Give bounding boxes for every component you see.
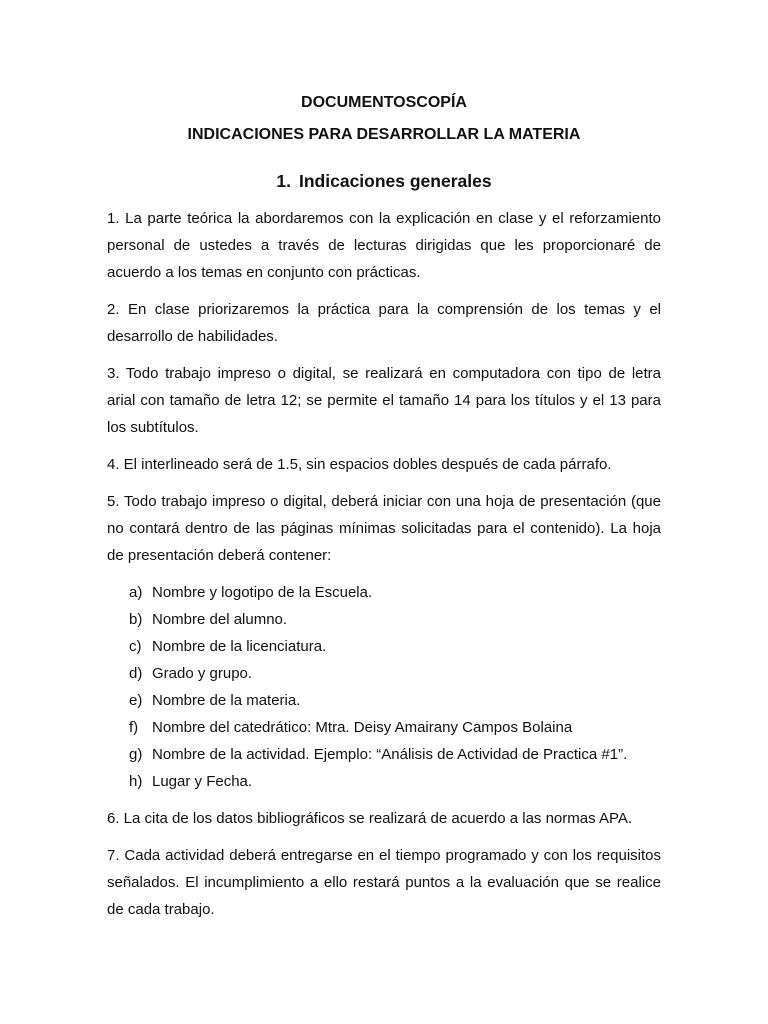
list-item-text: Nombre de la actividad. Ejemplo: “Análisis de Actividad de Practica #1”. bbox=[152, 746, 628, 763]
paragraph-5: 5. Todo trabajo impreso o digital, deberá iniciar con una hoja de presentación (que no contará dentro de las páginas mínimas solicitadas para el contenido). La hoja de presentación deberá contener: bbox=[107, 493, 661, 564]
paragraph-2: 2. En clase priorizaremos la práctica para la comprensión de los temas y el desarrollo de habilidades. bbox=[107, 301, 661, 345]
list-item-text: Nombre de la materia. bbox=[152, 692, 301, 709]
list-marker: d) bbox=[129, 665, 143, 682]
section-heading-text: Indicaciones generales bbox=[299, 171, 492, 191]
document-subtitle: INDICACIONES PARA DESARROLLAR LA MATERIA bbox=[187, 126, 581, 143]
paragraph-4: 4. El interlineado será de 1.5, sin espacios dobles después de cada párrafo. bbox=[107, 456, 612, 473]
list-item bbox=[129, 579, 661, 606]
presentation-requirements-list bbox=[107, 579, 661, 795]
list-item bbox=[129, 741, 661, 768]
list-item-text: Grado y grupo. bbox=[152, 665, 253, 682]
list-item bbox=[129, 687, 661, 714]
list-marker: g) bbox=[129, 746, 143, 763]
list-marker: b) bbox=[129, 611, 143, 628]
paragraph-1: 1. La parte teórica la abordaremos con la explicación en clase y el reforzamiento personal de ustedes a través de lecturas dirigidas que les proporcionaré de acuerdo a los temas en conjunto con prácticas. bbox=[107, 210, 661, 281]
list-item bbox=[129, 660, 661, 687]
list-item bbox=[129, 633, 661, 660]
list-item-text: Nombre de la licenciatura. bbox=[152, 638, 327, 655]
list-marker: f) bbox=[129, 719, 139, 736]
list-marker: e) bbox=[129, 692, 143, 709]
list-item bbox=[129, 606, 661, 633]
paragraph-7: 7. Cada actividad deberá entregarse en el tiempo programado y con los requisitos señalados. El incumplimiento a ello restará puntos a la evaluación que se realice de cada trabajo. bbox=[107, 847, 661, 918]
document-body bbox=[107, 205, 661, 933]
list-item bbox=[129, 768, 661, 795]
document-title: DOCUMENTOSCOPÍA bbox=[301, 94, 467, 111]
paragraph-3: 3. Todo trabajo impreso o digital, se realizará en computadora con tipo de letra arial con tamaño de letra 12; se permite el tamaño 14 para los títulos y el 13 para los subtítulos. bbox=[107, 365, 661, 436]
list-item bbox=[129, 714, 661, 741]
list-item-text: Nombre y logotipo de la Escuela. bbox=[152, 584, 373, 601]
list-marker: a) bbox=[129, 584, 143, 601]
list-item-text: Nombre del catedrático: Mtra. Deisy Amairany Campos Bolaina bbox=[152, 719, 573, 736]
section-number: 1. bbox=[276, 171, 291, 191]
list-item-text: Lugar y Fecha. bbox=[152, 773, 253, 790]
paragraph-6: 6. La cita de los datos bibliográficos se realizará de acuerdo a las normas APA. bbox=[107, 810, 633, 827]
list-item-text: Nombre del alumno. bbox=[152, 611, 288, 628]
list-marker: c) bbox=[129, 638, 142, 655]
section-heading bbox=[0, 170, 768, 192]
list-marker: h) bbox=[129, 773, 143, 790]
